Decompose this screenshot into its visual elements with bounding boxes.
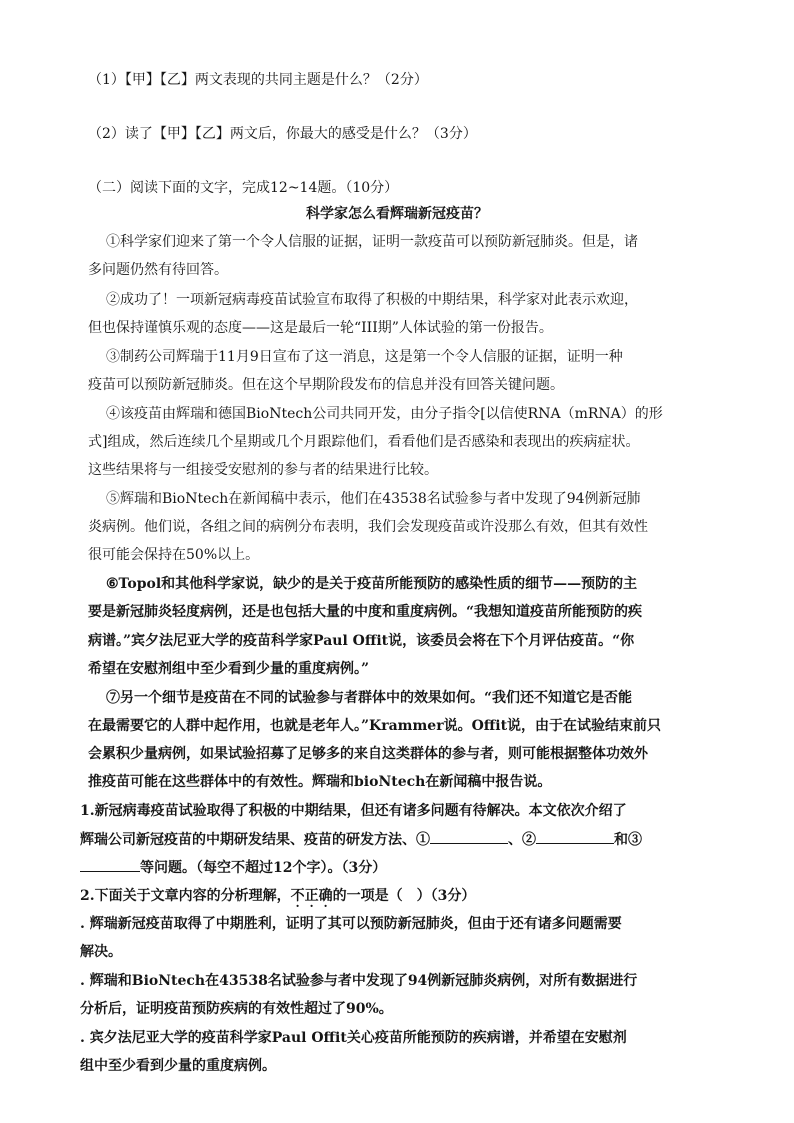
option-line: 分析后，证明疫苗预防疾病的有效性超过了90%。 bbox=[80, 1001, 393, 1017]
article-line: ①科学家们迎来了第一个令人信服的证据，证明一款疫苗可以预防新冠肺炎。但是，诸 bbox=[106, 234, 638, 250]
section-heading: （二）阅读下面的文字，完成12~14题。（10分） bbox=[88, 180, 399, 196]
article-line: 要是新冠肺炎轻度病例，还是也包括大量的中度和重度病例。“我想知道疫苗所能预防的疾 bbox=[88, 604, 643, 620]
question-12-text: 等问题。（每空不超过12个字）。（3分） bbox=[140, 860, 387, 876]
article-line: 但也保持谨慎乐观的态度——这是最后一轮“III期”人体试验的第一份报告。 bbox=[88, 320, 553, 336]
article-line: 疫苗可以预防新冠肺炎。但在这个早期阶段发布的信息并没有回答关键问题。 bbox=[88, 377, 564, 393]
question-12-text: 辉瑞公司新冠疫苗的中期研发结果、疫苗的研发方法、① bbox=[80, 832, 430, 848]
article-line: 在最需要它的人群中起作用，也就是老年人。”Krammer说。Offit说，由于在试验结束前只 bbox=[88, 718, 662, 734]
article-line: 会累积少量病例，如果试验招募了足够多的来自这类群体的参与者，则可能根据整体功效外 bbox=[88, 746, 648, 762]
article-line: 多问题仍然有待回答。 bbox=[88, 262, 228, 278]
question-13-text: 2.下面关于文章内容的分析理解， bbox=[80, 888, 291, 904]
question-12-text: 、② bbox=[508, 832, 536, 848]
article-line: ⑥Topol和其他科学家说，缺少的是关于疫苗所能预防的感染性质的细节——预防的主 bbox=[106, 576, 638, 592]
question-12-line: 1.新冠病毒疫苗试验取得了积极的中期结果，但还有诸多问题有待解决。本文依次介绍了 bbox=[80, 803, 627, 819]
article-line: ⑤辉瑞和BioNtech在新闻稿中表示，他们在43538名试验参与者中发现了94例新冠肺 bbox=[106, 491, 641, 507]
option-line: 组中至少看到少量的重度病例。 bbox=[80, 1058, 276, 1074]
question-2: （2）读了【甲】【乙】两文后，你最大的感受是什么？（3分） bbox=[88, 126, 477, 142]
question-12-line bbox=[80, 829, 642, 849]
article-line: ③制药公司辉瑞于11月9日宣布了这一消息，这是第一个令人信服的证据，证明一种 bbox=[106, 349, 623, 365]
emphasis-char: 确 bbox=[318, 888, 333, 904]
article-line: ②成功了！一项新冠病毒疫苗试验宣布取得了积极的中期结果，科学家对此表示欢迎， bbox=[106, 292, 638, 308]
option-line: 解决。 bbox=[80, 944, 122, 960]
option-line: . 辉瑞新冠疫苗取得了中期胜利，证明了其可以预防新冠肺炎，但由于还有诸多问题需要 bbox=[80, 916, 622, 932]
article-line: 式]组成，然后连续几个星期或几个月跟踪他们，看看他们是否感染和表现出的疾病症状。 bbox=[88, 434, 640, 450]
question-13-text: 的一项是（ ）（3分） bbox=[332, 888, 476, 904]
article-line: 病谱。”宾夕法尼亚大学的疫苗科学家Paul Offit说，该委员会将在下个月评估疫苗。“你 bbox=[88, 633, 635, 649]
article-line: 炎病例。他们说，各组之间的病例分布表明，我们会发现疫苗或许没那么有效，但其有效性 bbox=[88, 519, 648, 535]
option-line: . 宾夕法尼亚大学的疫苗科学家Paul Offit关心疫苗所能预防的疾病谱，并希望在安慰剂 bbox=[80, 1030, 627, 1046]
article-line: 推疫苗可能在这些群体中的有效性。辉瑞和bioNtech在新闻稿中报告说。 bbox=[88, 774, 552, 790]
article-title: 科学家怎么看辉瑞新冠疫苗？ bbox=[306, 206, 488, 222]
article-line: 这些结果将与一组接受安慰剂的参与者的结果进行比较。 bbox=[88, 462, 438, 478]
emphasis-char: 正 bbox=[304, 888, 319, 904]
article-line: ④该疫苗由辉瑞和德国BioNtech公司共同开发，由分子指令[以信使RNA（mRNA）的形 bbox=[106, 406, 663, 422]
question-1: （1）【甲】【乙】两文表现的共同主题是什么？（2分） bbox=[88, 72, 428, 88]
article-line: 很可能会保持在50%以上。 bbox=[88, 547, 260, 563]
emphasis-char: 不 bbox=[290, 888, 305, 904]
question-13-stem bbox=[80, 886, 475, 906]
article-line: ⑦另一个细节是疫苗在不同的试验参与者群体中的效果如何。“我们还不知道它是否能 bbox=[106, 690, 633, 706]
answer-blank-3[interactable] bbox=[80, 857, 140, 872]
answer-blank-1[interactable] bbox=[430, 829, 508, 844]
question-12-text: 和③ bbox=[614, 832, 642, 848]
article-line: 希望在安慰剂组中至少看到少量的重度病例。” bbox=[88, 661, 370, 677]
answer-blank-2[interactable] bbox=[536, 829, 614, 844]
option-line: . 辉瑞和BioNtech在43538名试验参与者中发现了94例新冠肺炎病例，对所有数据进行 bbox=[80, 973, 638, 989]
question-12-line bbox=[80, 857, 386, 877]
